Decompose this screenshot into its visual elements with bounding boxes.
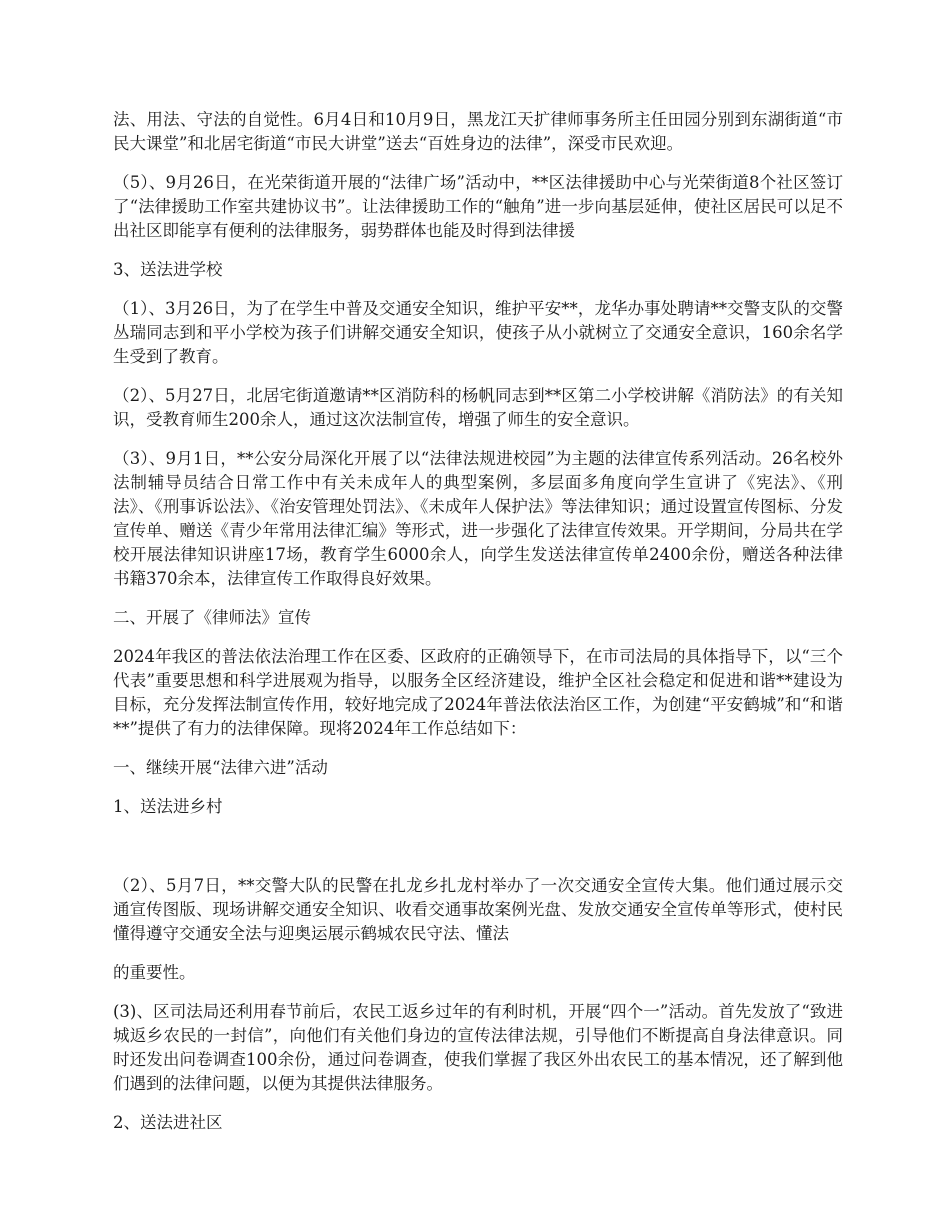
heading-lawyer-law-promotion: 二、开展了《律师法》宣传 [113, 608, 311, 627]
paragraph-traffic-safety-school: （1）、3月26日，为了在学生中普及交通安全知识，维护平安**，龙华办事处聘请**交警支队的交警丛瑞同志到和平小学校为孩子们讲解交通安全知识，使孩子从小就树立了交通安全意识，160余名学生受到了教育。 [113, 299, 843, 366]
heading-law-into-communities: 2、送法进社区 [113, 1113, 223, 1132]
paragraph-law-into-campus: （3）、9月1日，**公安分局深化开展了以“法律法规进校园”为主题的法律宣传系列活动。26名校外法制辅导员结合日常工作中有关未成年人的典型案例，多层面多角度向学生宣讲了《宪法》、《刑法》、《刑事诉讼法》、《治安管理处罚法》、《未成年人保护法》等法律知识；通过设置宣传图标、分发宣传单、赠送《青少年常用法律汇编》等形式，进一步强化了法律宣传效果。开学期间，分局共在学校开展法律知识讲座17场，教育学生6000余人，向学生发送法律宣传单2400余份，赠送各种法律书籍370余本，法律宣传工作取得良好效果。 [113, 449, 843, 588]
paragraph-migrant-workers: (3)、区司法局还利用春节前后，农民工返乡过年的有利时机，开展“四个一”活动。首先发放了“致进城返乡农民的一封信”，向他们有关他们身边的宣传法律法规，引导他们不断提高自身法律意识。同时还发出问卷调查100余份，通过问卷调查，使我们掌握了我区外出农民工的基本情况，还了解到他们遇到的法律问题，以便为其提供法律服务。 [113, 1002, 843, 1093]
document-page [113, 108, 843, 1150]
paragraph-traffic-safety-village: （2）、5月7日，**交警大队的民警在扎龙乡扎龙村举办了一次交通安全宣传大集。他们通过展示交通宣传图版、现场讲解交通安全知识、收看交通事故案例光盘、发放交通安全宣传单等形式，使村民懂得遵守交通安全法与迎奥运展示鹤城农民守法、懂法 [113, 876, 843, 943]
blank-gap [113, 834, 843, 874]
paragraph-annual-summary: 2024年我区的普法依法治理工作在区委、区政府的正确领导下，在市司法局的具体指导下，以“三个代表”重要思想和科学进展观为指导，以服务全区经济建设，维护全区社会稳定和促进和谐**建设为目标，充分发挥法制宣传作用，较好地完成了2024年普法依法治区工作，为创建“平安鹤城”和“和谐**”提供了有力的法律保障。现将2024年工作总结如下： [113, 647, 843, 738]
heading-law-into-villages: 1、送法进乡村 [113, 797, 223, 816]
paragraph-legal-aid-community: （5）、9月26日，在光荣街道开展的“法律广场”活动中，**区法律援助中心与光荣街道8个社区签订了“法律援助工作室共建协议书”。让法律援助工作的“触角”进一步向基层延伸，使社区居民可以足不出社区即能享有便利的法律服务，弱势群体也能及时得到法律援 [113, 173, 843, 240]
heading-six-into-activities: 一、继续开展“法律六进”活动 [113, 758, 328, 777]
paragraph-law-awareness: 法、用法、守法的自觉性。6月4日和10月9日，黑龙江天扩律师事务所主任田园分别到东湖街道“市民大课堂”和北居宅街道“市民大讲堂”送去“百姓身边的法律”，深受市民欢迎。 [113, 110, 843, 153]
paragraph-fire-law-school: （2）、5月27日，北居宅街道邀请**区消防科的杨帆同志到**区第二小学校讲解《消防法》的有关知识，受教育师生200余人，通过这次法制宣传，增强了师生的安全意识。 [113, 386, 843, 429]
heading-law-into-schools: 3、送法进学校 [113, 260, 223, 279]
paragraph-importance: 的重要性。 [113, 963, 196, 982]
